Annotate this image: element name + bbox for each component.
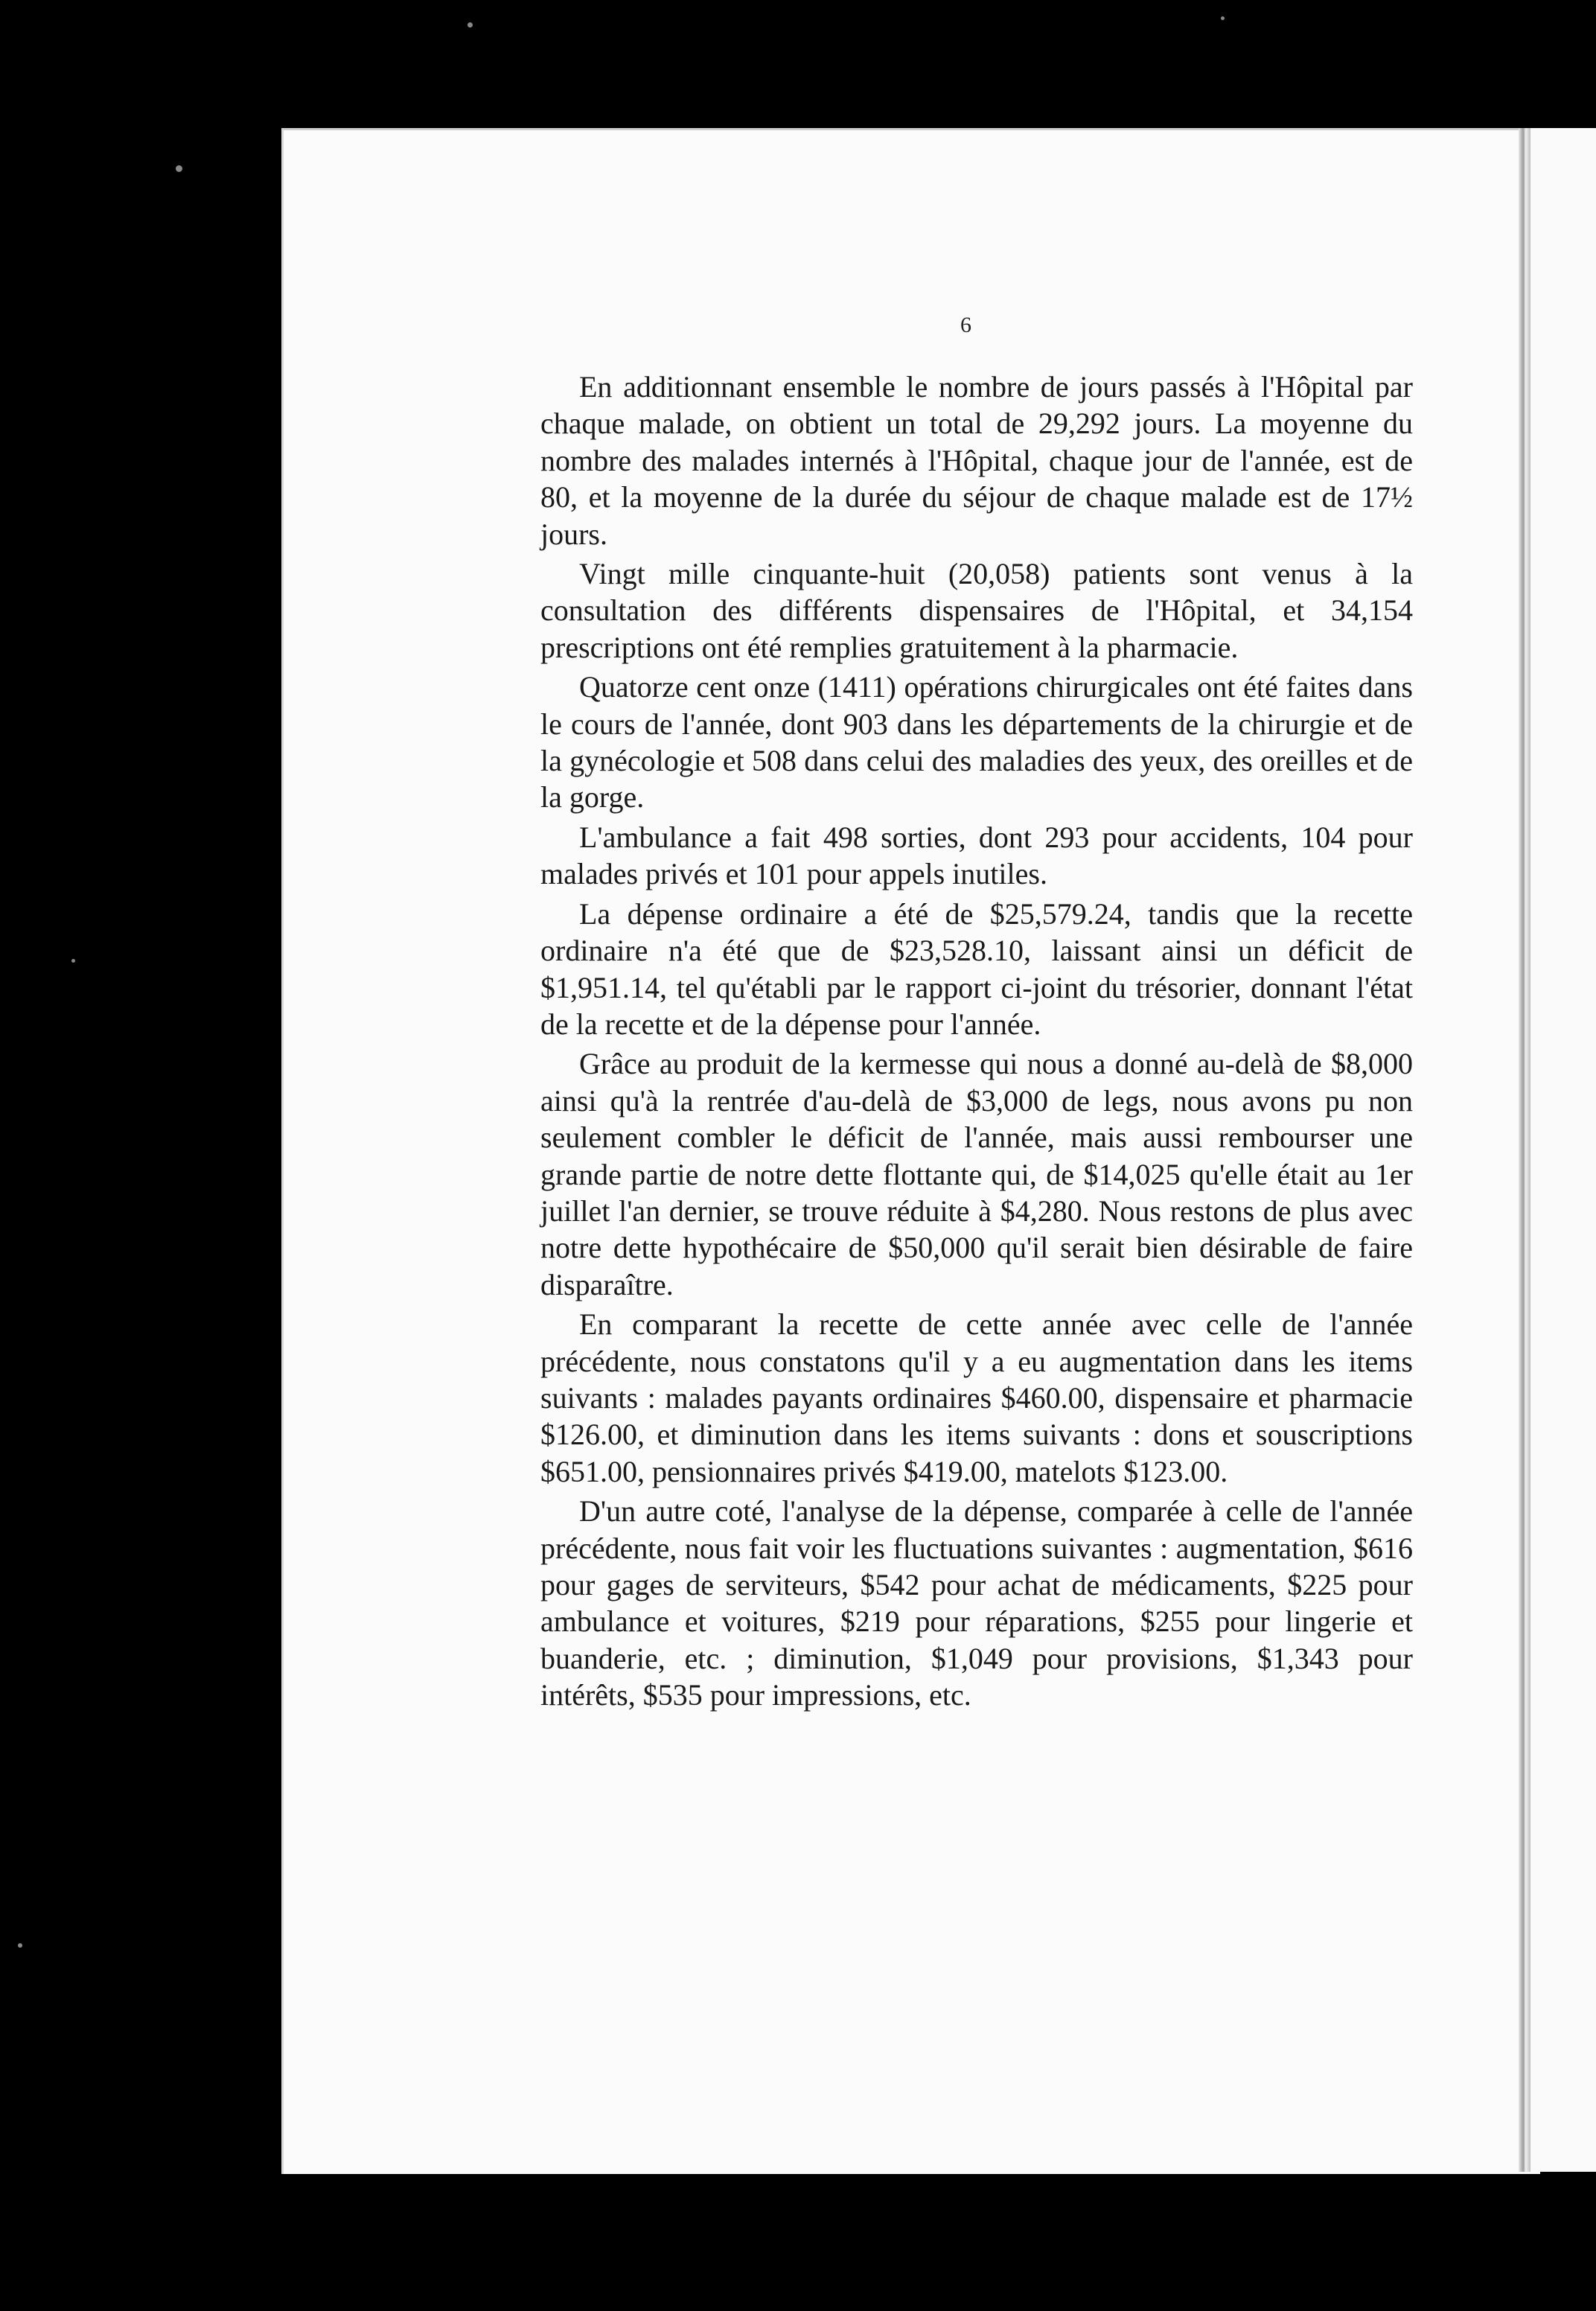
paragraph: L'ambulance a fait 498 sorties, dont 293 pour accidents, 104 pour malades privés et 101 pour appels inutiles.	[540, 820, 1413, 891]
paragraph: En comparant la recette de cette année avec celle de l'année précédente, nous constatons qu'il y a eu augmentation dans les items suivants : malades payants ordinaires $460.00, dispensaire et pharmacie $126.00, et diminution dans les items suivants : dons et souscriptions $651.00, pensionnaires privés $419.00, matelots $123.00.	[540, 1307, 1413, 1488]
scan-speck	[176, 165, 182, 172]
adjacent-page-strip	[1530, 128, 1596, 2172]
scan-speck	[467, 22, 473, 28]
scan-speck	[18, 1943, 22, 1948]
scan-speck	[71, 959, 75, 963]
page-number: 6	[960, 313, 971, 337]
scan-speck	[1221, 16, 1225, 20]
body-text	[540, 369, 1413, 1717]
paragraph: Vingt mille cinquante-huit (20,058) patients sont venus à la consultation des différents dispensaires de l'Hôpital, et 34,154 prescriptions ont été remplies gratuitement à la pharmacie.	[540, 557, 1413, 664]
paragraph: En additionnant ensemble le nombre de jours passés à l'Hôpital par chaque malade, on obtient un total de 29,292 jours. La moyenne du nombre des malades internés à l'Hôpital, chaque jour de l'année, est de 80, et la moyenne de la durée du séjour de chaque malade est de 17½ jours.	[540, 370, 1413, 551]
page-binding-edge	[1519, 128, 1530, 2172]
paragraph: D'un autre coté, l'analyse de la dépense, comparée à celle de l'année précédente, nous fait voir les fluctuations suivantes : augmentation, $616 pour gages de serviteurs, $542 pour achat de médicaments, $225 pour ambulance et voitures, $219 pour réparations, $255 pour lingerie et buanderie, etc. ; diminution, $1,049 pour provisions, $1,343 pour intérêts, $535 pour impressions, etc.	[540, 1494, 1413, 1712]
paragraph: Quatorze cent onze (1411) opérations chirurgicales ont été faites dans le cours de l'année, dont 903 dans les départements de la chirurgie et de la gynécologie et 508 dans celui des maladies des yeux, des oreilles et de la gorge.	[540, 670, 1413, 815]
paragraph: Grâce au produit de la kermesse qui nous a donné au-delà de $8,000 ainsi qu'à la rentrée d'au-delà de $3,000 de legs, nous avons pu non seulement combler le déficit de l'année, mais aussi rembourser une grande partie de notre dette flottante qui, de $14,025 qu'elle était au 1er juillet l'an dernier, se trouve réduite à $4,280. Nous restons de plus avec notre dette hypothécaire de $50,000 qu'il serait bien désirable de faire disparaître.	[540, 1047, 1413, 1301]
paragraph: La dépense ordinaire a été de $25,579.24, tandis que la recette ordinaire n'a été que de $23,528.10, laissant ainsi un déficit de $1,951.14, tel qu'établi par le rapport ci-joint du trésorier, donnant l'état de la recette et de la dépense pour l'année.	[540, 896, 1413, 1041]
